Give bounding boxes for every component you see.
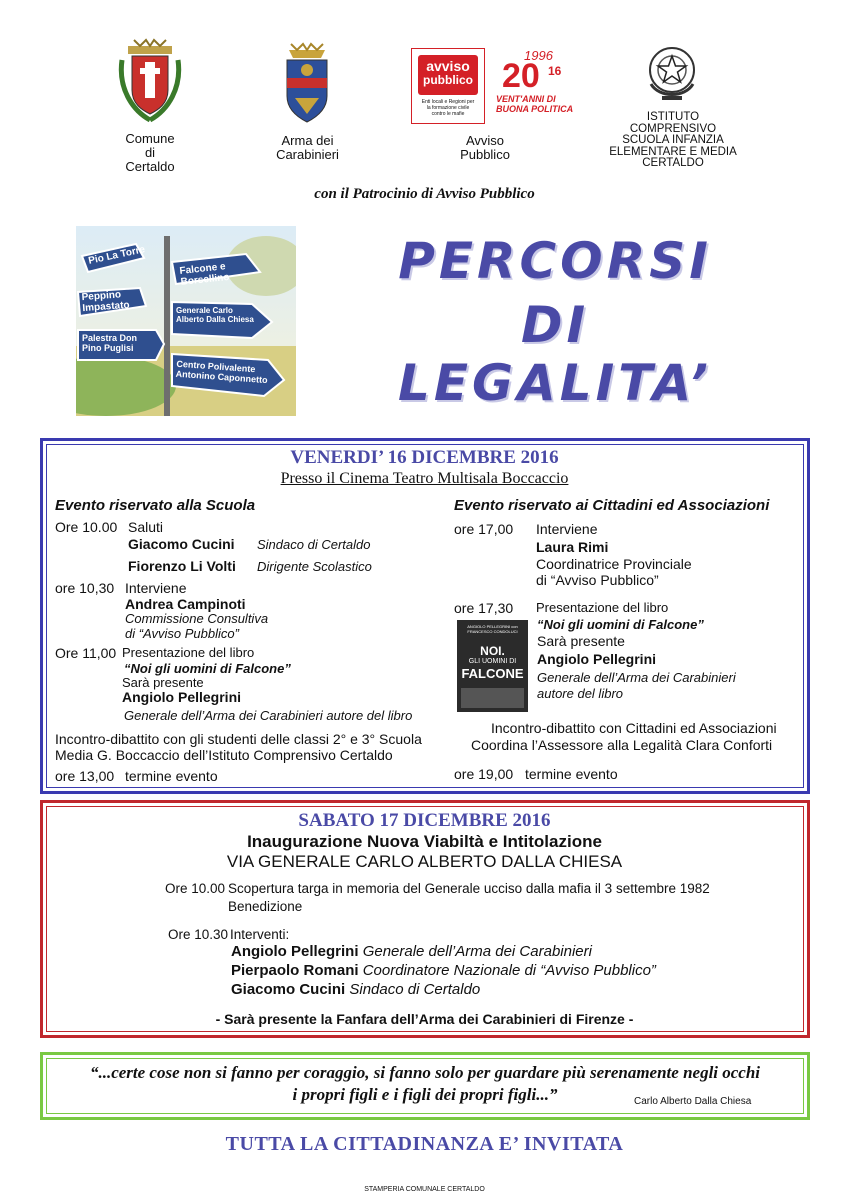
citizens-book-title: “Noi gli uomini di Falcone”	[537, 617, 704, 632]
day2-speaker-2	[231, 962, 656, 979]
italian-republic-emblem-icon	[645, 44, 699, 104]
day2-date: SABATO 17 DICEMBRE 2016	[298, 810, 551, 831]
day2-time-1: Ore 10.00	[165, 881, 226, 896]
school-time-1: Ore 10.00	[55, 519, 118, 535]
day2-time-1-text: Scopertura targa in memoria del Generale ucciso dalla mafia il 3 settembre 1982	[228, 881, 710, 896]
school-speaker-2-role: Dirigente Scolastico	[257, 559, 372, 574]
road-signs-illustration	[76, 226, 296, 416]
school-speaker-3-role-1: Commissione Consultiva	[125, 611, 269, 626]
school-speaker-3-name: Andrea Campinoti	[125, 596, 246, 612]
citizens-time-1-text: Interviene	[536, 521, 598, 537]
citizens-speaker-1-role-2: di “Avviso Pubblico”	[536, 572, 659, 588]
day2-fanfare: - Sarà presente la Fanfara dell’Arma dei Carabinieri di Firenze -	[215, 1011, 634, 1027]
main-title-line-2: DI	[520, 296, 590, 354]
citizens-time-2-text: Presentazione del libro	[536, 600, 669, 615]
school-heading: Evento riservato alla Scuola	[55, 497, 256, 514]
carabinieri-label: Arma dei Carabinieri	[276, 133, 339, 162]
avviso-pubblico-logo: avviso pubblico Enti locali e Regioni per la formazione civile contro le mafie	[411, 48, 485, 124]
sign-falcone-borsellino: Falcone e Borsellino	[179, 261, 230, 288]
day2-subtitle: Inaugurazione Nuova Viabiltà e Intitolazione	[247, 832, 602, 851]
citizens-speaker-2-role-1: Generale dell’Arma dei Carabinieri	[537, 670, 736, 685]
school-time-2-text: Interviene	[125, 580, 187, 596]
school-speaker-4-name: Angiolo Pellegrini	[122, 689, 242, 705]
sign-don-pino-puglisi: Palestra Don Pino Puglisi	[82, 333, 138, 353]
avviso-label: Avviso Pubblico	[460, 133, 510, 162]
day2-time-2-text: Interventi:	[230, 927, 290, 942]
day2-speaker-3-role: Sindaco di Certaldo	[349, 981, 481, 998]
invitation-text: TUTTA LA CITTADINANZA E’ INVITATA	[225, 1133, 624, 1155]
carabinieri-crest-icon	[281, 40, 333, 124]
day2-speaker-2-role: Coordinatore Nazionale di “Avviso Pubblico”	[362, 962, 656, 979]
school-time-4-text: termine evento	[125, 768, 218, 784]
day2-speaker-1-name: Angiolo Pellegrini	[231, 943, 359, 960]
day2-speaker-2-name: Pierpaolo Romani	[231, 962, 359, 979]
citizens-speaker-2-name: Angiolo Pellegrini	[537, 651, 657, 667]
day1-venue: Presso il Cinema Teatro Multisala Boccaccio	[280, 470, 569, 487]
comune-label: Comune di Certaldo	[125, 131, 175, 174]
day2-time-1-text-2: Benedizione	[228, 899, 303, 914]
citizens-time-1: ore 17,00	[454, 521, 514, 537]
quote-author: Carlo Alberto Dalla Chiesa	[634, 1096, 752, 1107]
comune-certaldo-crest-icon	[118, 38, 182, 124]
sign-caponnetto: Centro Polivalente Antonino Caponnetto	[175, 358, 268, 386]
school-book-title: “Noi gli uomini di Falcone”	[124, 661, 291, 676]
day1-date: VENERDI’ 16 DICEMBRE 2016	[290, 447, 559, 468]
school-present: Sarà presente	[122, 675, 204, 690]
school-meeting-line-1: Incontro-dibattito con gli studenti delle classi 2° e 3° Scuola	[55, 731, 422, 747]
sign-peppino-impastato: Peppino Impastato	[81, 289, 130, 315]
day2-speaker-1	[231, 943, 592, 960]
day2-speaker-3	[231, 981, 480, 998]
citizens-present: Sarà presente	[537, 633, 625, 649]
patronage-text: con il Patrocinio di Avviso Pubblico	[314, 186, 535, 202]
book-cover-image: ANGIOLO PELLEGRINI con FRANCESCO CONDOLUCI NOI. GLI UOMINI DI FALCONE	[457, 620, 528, 712]
day2-speaker-1-role: Generale dell’Arma dei Carabinieri	[362, 943, 592, 960]
citizens-speaker-2-role-2: autore del libro	[537, 686, 623, 701]
citizens-meeting-line-1: Incontro-dibattito con Cittadini ed Associazioni	[491, 720, 777, 736]
school-speaker-1-role: Sindaco di Certaldo	[257, 537, 371, 552]
citizens-heading: Evento riservato ai Cittadini ed Associazioni	[454, 497, 770, 514]
citizens-time-3-text: termine evento	[525, 766, 618, 782]
school-speaker-4-role: Generale dell’Arma dei Carabinieri autore del libro	[124, 708, 413, 723]
day2-street: VIA GENERALE CARLO ALBERTO DALLA CHIESA	[226, 852, 623, 871]
sign-pio-la-torre: Pio La Torre	[87, 244, 147, 267]
quote-line-1: “...certe cose non si fanno per coraggio, si fanno solo per guardare più serenamente negli occhi	[89, 1063, 761, 1082]
printer-footer: STAMPERIA COMUNALE CERTALDO	[364, 1186, 485, 1193]
school-speaker-2-name: Fiorenzo Li Volti	[128, 558, 236, 574]
school-time-4: ore 13,00	[55, 768, 115, 784]
school-time-3-text: Presentazione del libro	[122, 645, 255, 660]
school-speaker-3-role-2: di “Avviso Pubblico”	[125, 626, 239, 641]
school-speaker-1-name: Giacomo Cucini	[128, 536, 235, 552]
school-meeting-line-2: Media G. Boccaccio dell’Istituto Comprensivo Certaldo	[55, 747, 393, 763]
school-time-3: Ore 11,00	[55, 645, 117, 661]
anniversary-logo: 1996 20 16 VENT'ANNI DI BUONA POLITICA	[496, 48, 574, 114]
school-time-2: ore 10,30	[55, 580, 115, 596]
day2-time-2: Ore 10.30	[168, 927, 229, 942]
main-title-line-3: LEGALITA’	[398, 354, 712, 412]
sign-dalla-chiesa: Generale Carlo Alberto Dalla Chiesa	[176, 306, 254, 324]
citizens-time-2: ore 17,30	[454, 600, 514, 616]
istituto-label: ISTITUTO COMPRENSIVO SCUOLA INFANZIA ELEMENTARE E MEDIA CERTALDO	[609, 111, 737, 169]
school-time-1-text: Saluti	[128, 519, 164, 535]
citizens-speaker-1-role-1: Coordinatrice Provinciale	[536, 556, 692, 572]
main-title-line-1: PERCORSI	[398, 232, 712, 290]
quote-line-2: i propri figli e i figli dei propri figli...”	[292, 1085, 558, 1104]
citizens-speaker-1-name: Laura Rimi	[536, 539, 609, 555]
citizens-meeting-line-2: Coordina l’Assessore alla Legalità Clara Conforti	[471, 737, 773, 753]
day2-speaker-3-name: Giacomo Cucini	[231, 981, 346, 998]
citizens-time-3: ore 19,00	[454, 766, 514, 782]
